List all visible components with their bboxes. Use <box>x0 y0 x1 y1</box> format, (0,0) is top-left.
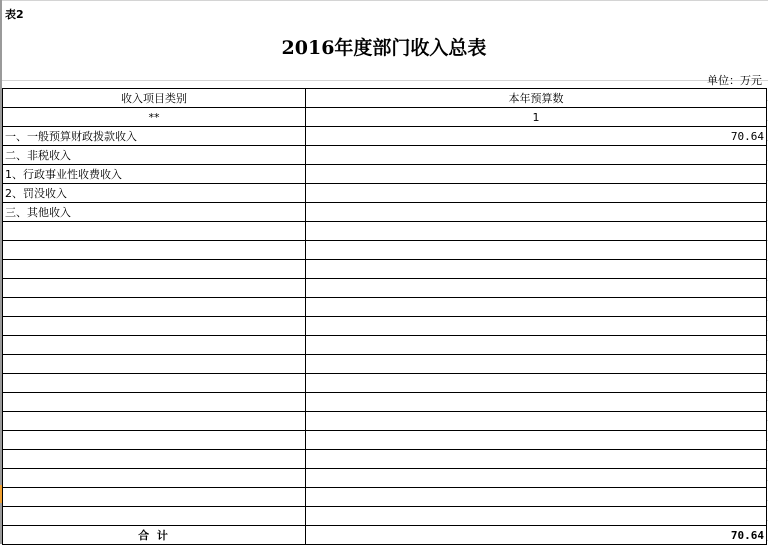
row-label[interactable]: 一、一般预算财政拨款收入 <box>3 127 306 146</box>
empty-cell[interactable] <box>306 317 767 336</box>
column-header-category[interactable]: 收入项目类别 <box>3 89 306 108</box>
empty-cell[interactable] <box>306 488 767 507</box>
empty-cell[interactable] <box>3 279 306 298</box>
table-row <box>3 184 767 203</box>
row-value[interactable]: 70.64 <box>306 127 767 146</box>
empty-cell[interactable] <box>306 412 767 431</box>
empty-cell[interactable] <box>3 488 306 507</box>
page-title: 2016年度部门收入总表 <box>281 37 487 59</box>
code-cell-budget[interactable]: 1 <box>306 108 767 127</box>
empty-row <box>3 298 767 317</box>
total-value[interactable]: 70.64 <box>306 526 767 545</box>
total-row <box>3 526 767 545</box>
empty-row <box>3 222 767 241</box>
empty-cell[interactable] <box>3 355 306 374</box>
empty-row <box>3 393 767 412</box>
empty-cell[interactable] <box>306 336 767 355</box>
empty-row <box>3 431 767 450</box>
empty-cell[interactable] <box>306 241 767 260</box>
code-row <box>3 108 767 127</box>
column-header-budget[interactable]: 本年预算数 <box>306 89 767 108</box>
row-value[interactable] <box>306 203 767 222</box>
empty-cell[interactable] <box>3 260 306 279</box>
empty-cell[interactable] <box>306 355 767 374</box>
code-cell-category[interactable]: ** <box>3 108 306 127</box>
empty-row <box>3 279 767 298</box>
row-value[interactable] <box>306 184 767 203</box>
table-header-row <box>3 89 767 108</box>
table-row <box>3 146 767 165</box>
empty-row <box>3 450 767 469</box>
empty-cell[interactable] <box>3 469 306 488</box>
row-value[interactable] <box>306 146 767 165</box>
empty-row <box>3 355 767 374</box>
total-label[interactable]: 合 计 <box>3 526 306 545</box>
empty-cell[interactable] <box>306 393 767 412</box>
empty-cell[interactable] <box>306 469 767 488</box>
empty-row <box>3 488 767 507</box>
unit-label: 单位：万元 <box>707 74 762 87</box>
empty-row <box>3 336 767 355</box>
empty-row <box>3 260 767 279</box>
empty-cell[interactable] <box>306 260 767 279</box>
empty-cell[interactable] <box>306 507 767 526</box>
empty-row <box>3 317 767 336</box>
empty-cell[interactable] <box>306 222 767 241</box>
empty-cell[interactable] <box>306 431 767 450</box>
row-label[interactable]: 二、非税收入 <box>3 146 306 165</box>
empty-row <box>3 412 767 431</box>
empty-cell[interactable] <box>3 222 306 241</box>
empty-cell[interactable] <box>3 374 306 393</box>
empty-cell[interactable] <box>3 393 306 412</box>
empty-cell[interactable] <box>306 279 767 298</box>
row-label[interactable]: 1、行政事业性收费收入 <box>3 165 306 184</box>
income-summary-table <box>2 88 767 545</box>
empty-row <box>3 241 767 260</box>
table-row <box>3 127 767 146</box>
table-row <box>3 165 767 184</box>
empty-row <box>3 507 767 526</box>
empty-cell[interactable] <box>3 507 306 526</box>
empty-cell[interactable] <box>3 431 306 450</box>
empty-cell[interactable] <box>3 298 306 317</box>
empty-cell[interactable] <box>3 317 306 336</box>
empty-cell[interactable] <box>306 298 767 317</box>
table-number-label: 表2 <box>5 8 24 21</box>
row-label[interactable]: 2、罚没收入 <box>3 184 306 203</box>
empty-cell[interactable] <box>3 412 306 431</box>
empty-cell[interactable] <box>3 336 306 355</box>
empty-cell[interactable] <box>3 450 306 469</box>
empty-cell[interactable] <box>3 241 306 260</box>
row-label[interactable]: 三、其他收入 <box>3 203 306 222</box>
empty-cell[interactable] <box>306 374 767 393</box>
empty-row <box>3 374 767 393</box>
table-row <box>3 203 767 222</box>
row-value[interactable] <box>306 165 767 184</box>
empty-row <box>3 469 767 488</box>
empty-cell[interactable] <box>306 450 767 469</box>
